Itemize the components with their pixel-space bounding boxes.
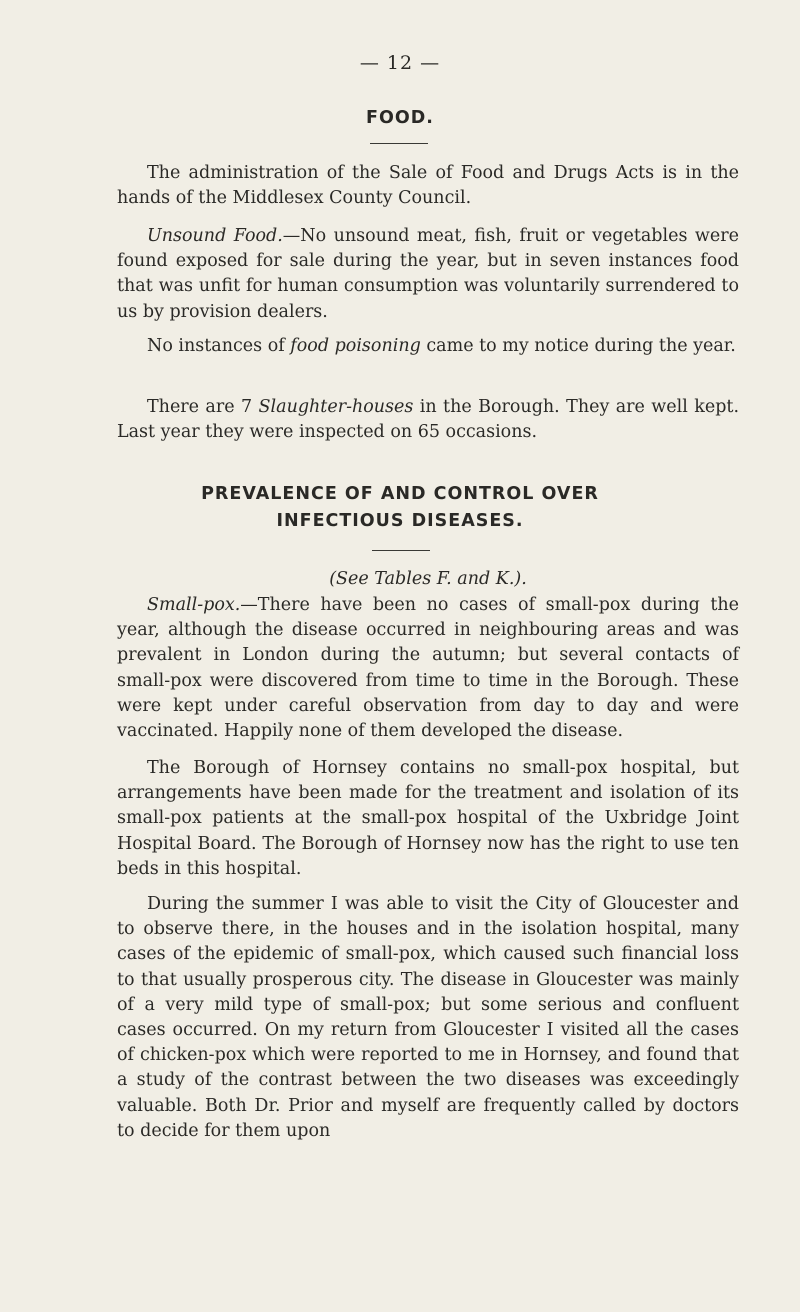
see-tables-note: (See Tables F. and K.). bbox=[329, 569, 527, 589]
unsound-food-lead: Unsound Food. bbox=[147, 226, 283, 246]
food-heading: FOOD. bbox=[366, 108, 434, 128]
gloucester-paragraph: During the summer I was able to visit the City of Gloucester and to observe there, in the houses and in the isolation hospital, many cases of the epidemic of small-pox, which caused such financial loss to that usually prosperous city. The disease in Gloucester was mainly of a very mild type of small-pox; but some serious and confluent cases occurred. On my return from Gloucester I visited all the cases of chicken-pox which were reported to me in Hornsey, and found that a study of the contrast between the two diseases was exceedingly valuable. Both Dr. Prior and myself are frequently called by doctors to decide for them upon bbox=[117, 894, 739, 1141]
poisoning-emphasis: food poisoning bbox=[290, 336, 421, 356]
smallpox-text: —There have been no cases of small-pox during the year, although the disease occurred in neighbouring areas and was prevalent in London during the autumn; but several contacts of small-pox were discovered from time to time in the Borough. These were kept under careful observation from day to day and were vaccinated. Happily none of them developed the disease. bbox=[117, 595, 739, 742]
food-paragraph-unsound bbox=[117, 224, 739, 325]
infectious-heading-line-1: PREVALENCE OF AND CONTROL OVER bbox=[201, 484, 599, 504]
food-paragraph-1: The administration of the Sale of Food and Drugs Acts is in the hands of the Middlesex County Council. bbox=[117, 163, 739, 209]
unsound-food-text: —No unsound meat, fish, fruit or vegetables were found exposed for sale during the year, but in seven instances food that was unfit for human consumption was voluntarily surrendered to us by provision dealers. bbox=[117, 226, 739, 322]
food-paragraph-poisoning bbox=[117, 334, 739, 359]
slaughter-emphasis: Slaughter-houses bbox=[258, 397, 414, 417]
poisoning-text-b: came to my notice during the year. bbox=[420, 336, 736, 356]
section-divider bbox=[372, 550, 430, 551]
slaughter-text-b: in the Borough. They are well kept. Last year they were inspected on 65 occasions. bbox=[117, 397, 740, 443]
smallpox-paragraph bbox=[117, 593, 739, 744]
hornsey-hospital-paragraph: The Borough of Hornsey contains no small-pox hospital, but arrangements have been made for the treatment and isolation of its small-pox patients at the small-pox hospital of the Uxbridge Joint Hospital Board. The Borough of Hornsey now has the right to use ten beds in this hospital. bbox=[117, 758, 739, 879]
page-number: — 12 — bbox=[359, 52, 441, 74]
slaughter-text-a: There are 7 bbox=[147, 397, 259, 417]
poisoning-text-a: No instances of bbox=[147, 336, 291, 356]
infectious-heading-line-2: INFECTIOUS DISEASES. bbox=[276, 511, 524, 531]
food-paragraph-slaughterhouses bbox=[117, 395, 739, 445]
section-divider bbox=[370, 143, 428, 144]
smallpox-lead: Small-pox. bbox=[147, 595, 241, 615]
